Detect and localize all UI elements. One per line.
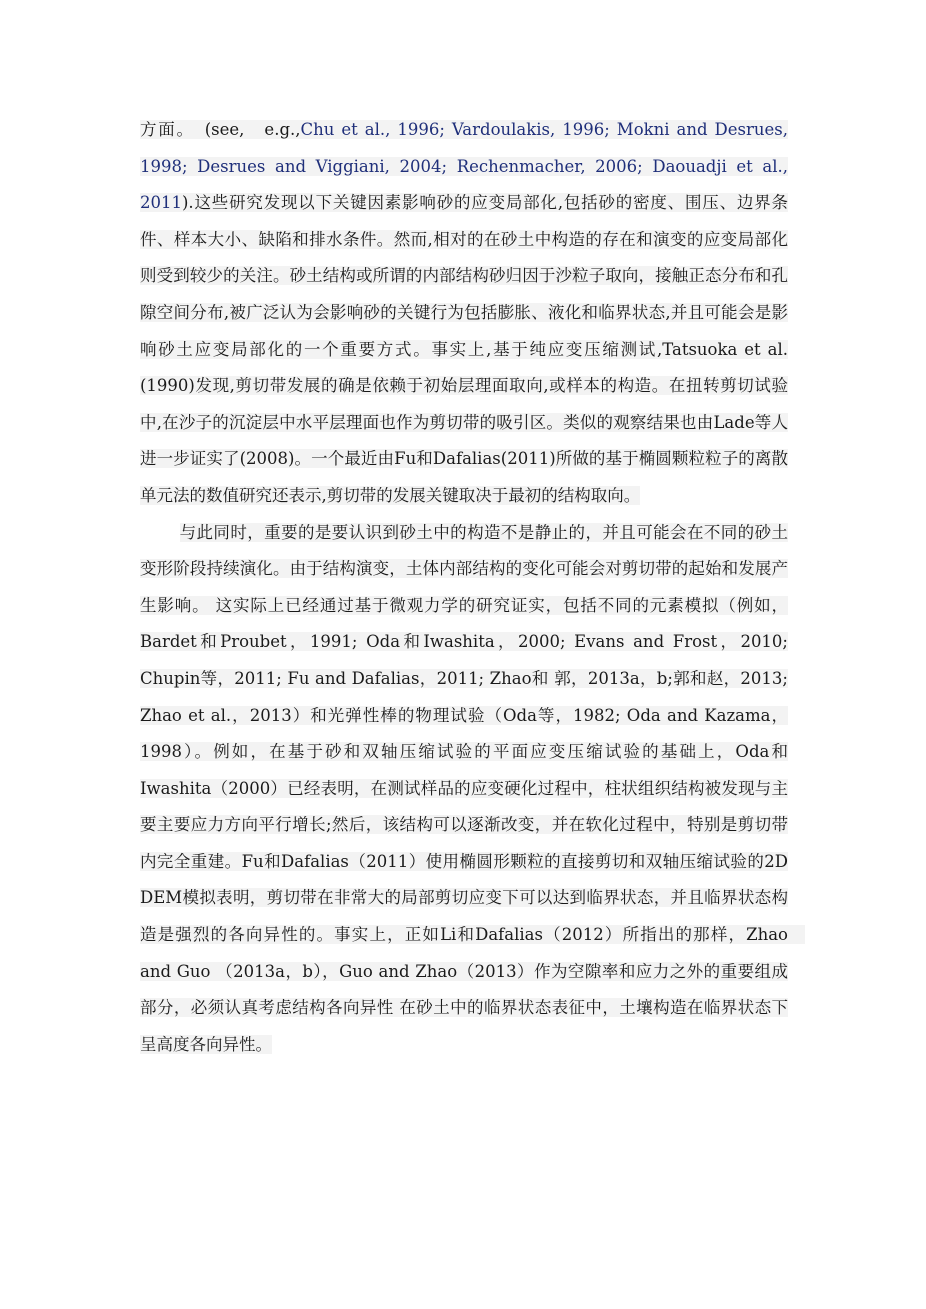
paragraph-1 bbox=[140, 112, 788, 515]
document-page bbox=[140, 112, 805, 1063]
paragraph-2 bbox=[140, 515, 805, 1064]
paragraph-2-body: 与此同时，重要的是要认识到砂土中的构造不是静止的，并且可能会在不同的砂土变形阶段持续演化。由于结构演变，土体内部结构的变化可能会对剪切带的起始和发展产生影响。 这实际上已经通过基于微观力学的研究证实，包括不同的元素模拟（例如，Bardet和Proubet，1991; Oda和Iwashita，2000; Evans and Frost，2010; Chupin等，2011; Fu and Dafalias，2011; Zhao和 郭，2013a，b;郭和赵，2013; Zhao et al.，2013）和光弹性棒的物理试验（Oda等，1982; Oda and Kazama，1998）。例如，在基于砂和双轴压缩试验的平面应变压缩试验的基础上，Oda和Iwashita（2000）已经表明，在测试样品的应变硬化过程中，柱状组织结构被发现与主要主要应力方向平行增长;然后，该结构可以逐渐改变，并在软化过程中，特别是剪切带内完全重建。Fu和Dafalias（2011）使用椭圆形颗粒的直接剪切和双轴压缩试验的2D DEM模拟表明，剪切带在非常大的局部剪切应变下可以达到临界状态，并且临界状态构造是强烈的各向异性的。事实上，正如Li和Dafalias（2012）所指出的那样，Zhao and Guo （2013a，b），Guo and Zhao（2013）作为空隙率和应力之外的重要组成部分，必须认真考虑结构各向异性 在砂土中的临界状态表征中，土壤构造在临界状态下呈高度各向异性。 bbox=[140, 522, 805, 1054]
paragraph-1-body: ).这些研究发现以下关键因素影响砂的应变局部化,包括砂的密度、围压、边界条件、样本大小、缺陷和排水条件。然而,相对的在砂土中构造的存在和演变的应变局部化则受到较少的关注。砂土结构或所谓的内部结构砂归因于沙粒子取向，接触正态分布和孔隙空间分布,被广泛认为会影响砂的关键行为包括膨胀、液化和临界状态,并且可能会是影响砂土应变局部化的一个重要方式。事实上,基于纯应变压缩测试,Tatsuoka et al.(1990)发现,剪切带发展的确是依赖于初始层理面取向,或样本的构造。在扭转剪切试验中,在沙子的沉淀层中水平层理面也作为剪切带的吸引区。类似的观察结果也由Lade等人进一步证实了(2008)。一个最近由Fu和Dafalias(2011)所做的基于椭圆颗粒粒子的离散单元法的数值研究还表示,剪切带的发展关键取决于最初的结构取向。 bbox=[140, 193, 788, 505]
paragraph-1-lead: 方面。 (see, e.g., bbox=[140, 120, 301, 139]
citation-list: Chu et al., 1996; Vardoulakis, 1996; Mokni and Desrues, 1998; Desrues and Viggiani, 2004; Rechenmacher, 2006; Daouadji et al., 2011 bbox=[140, 120, 788, 213]
